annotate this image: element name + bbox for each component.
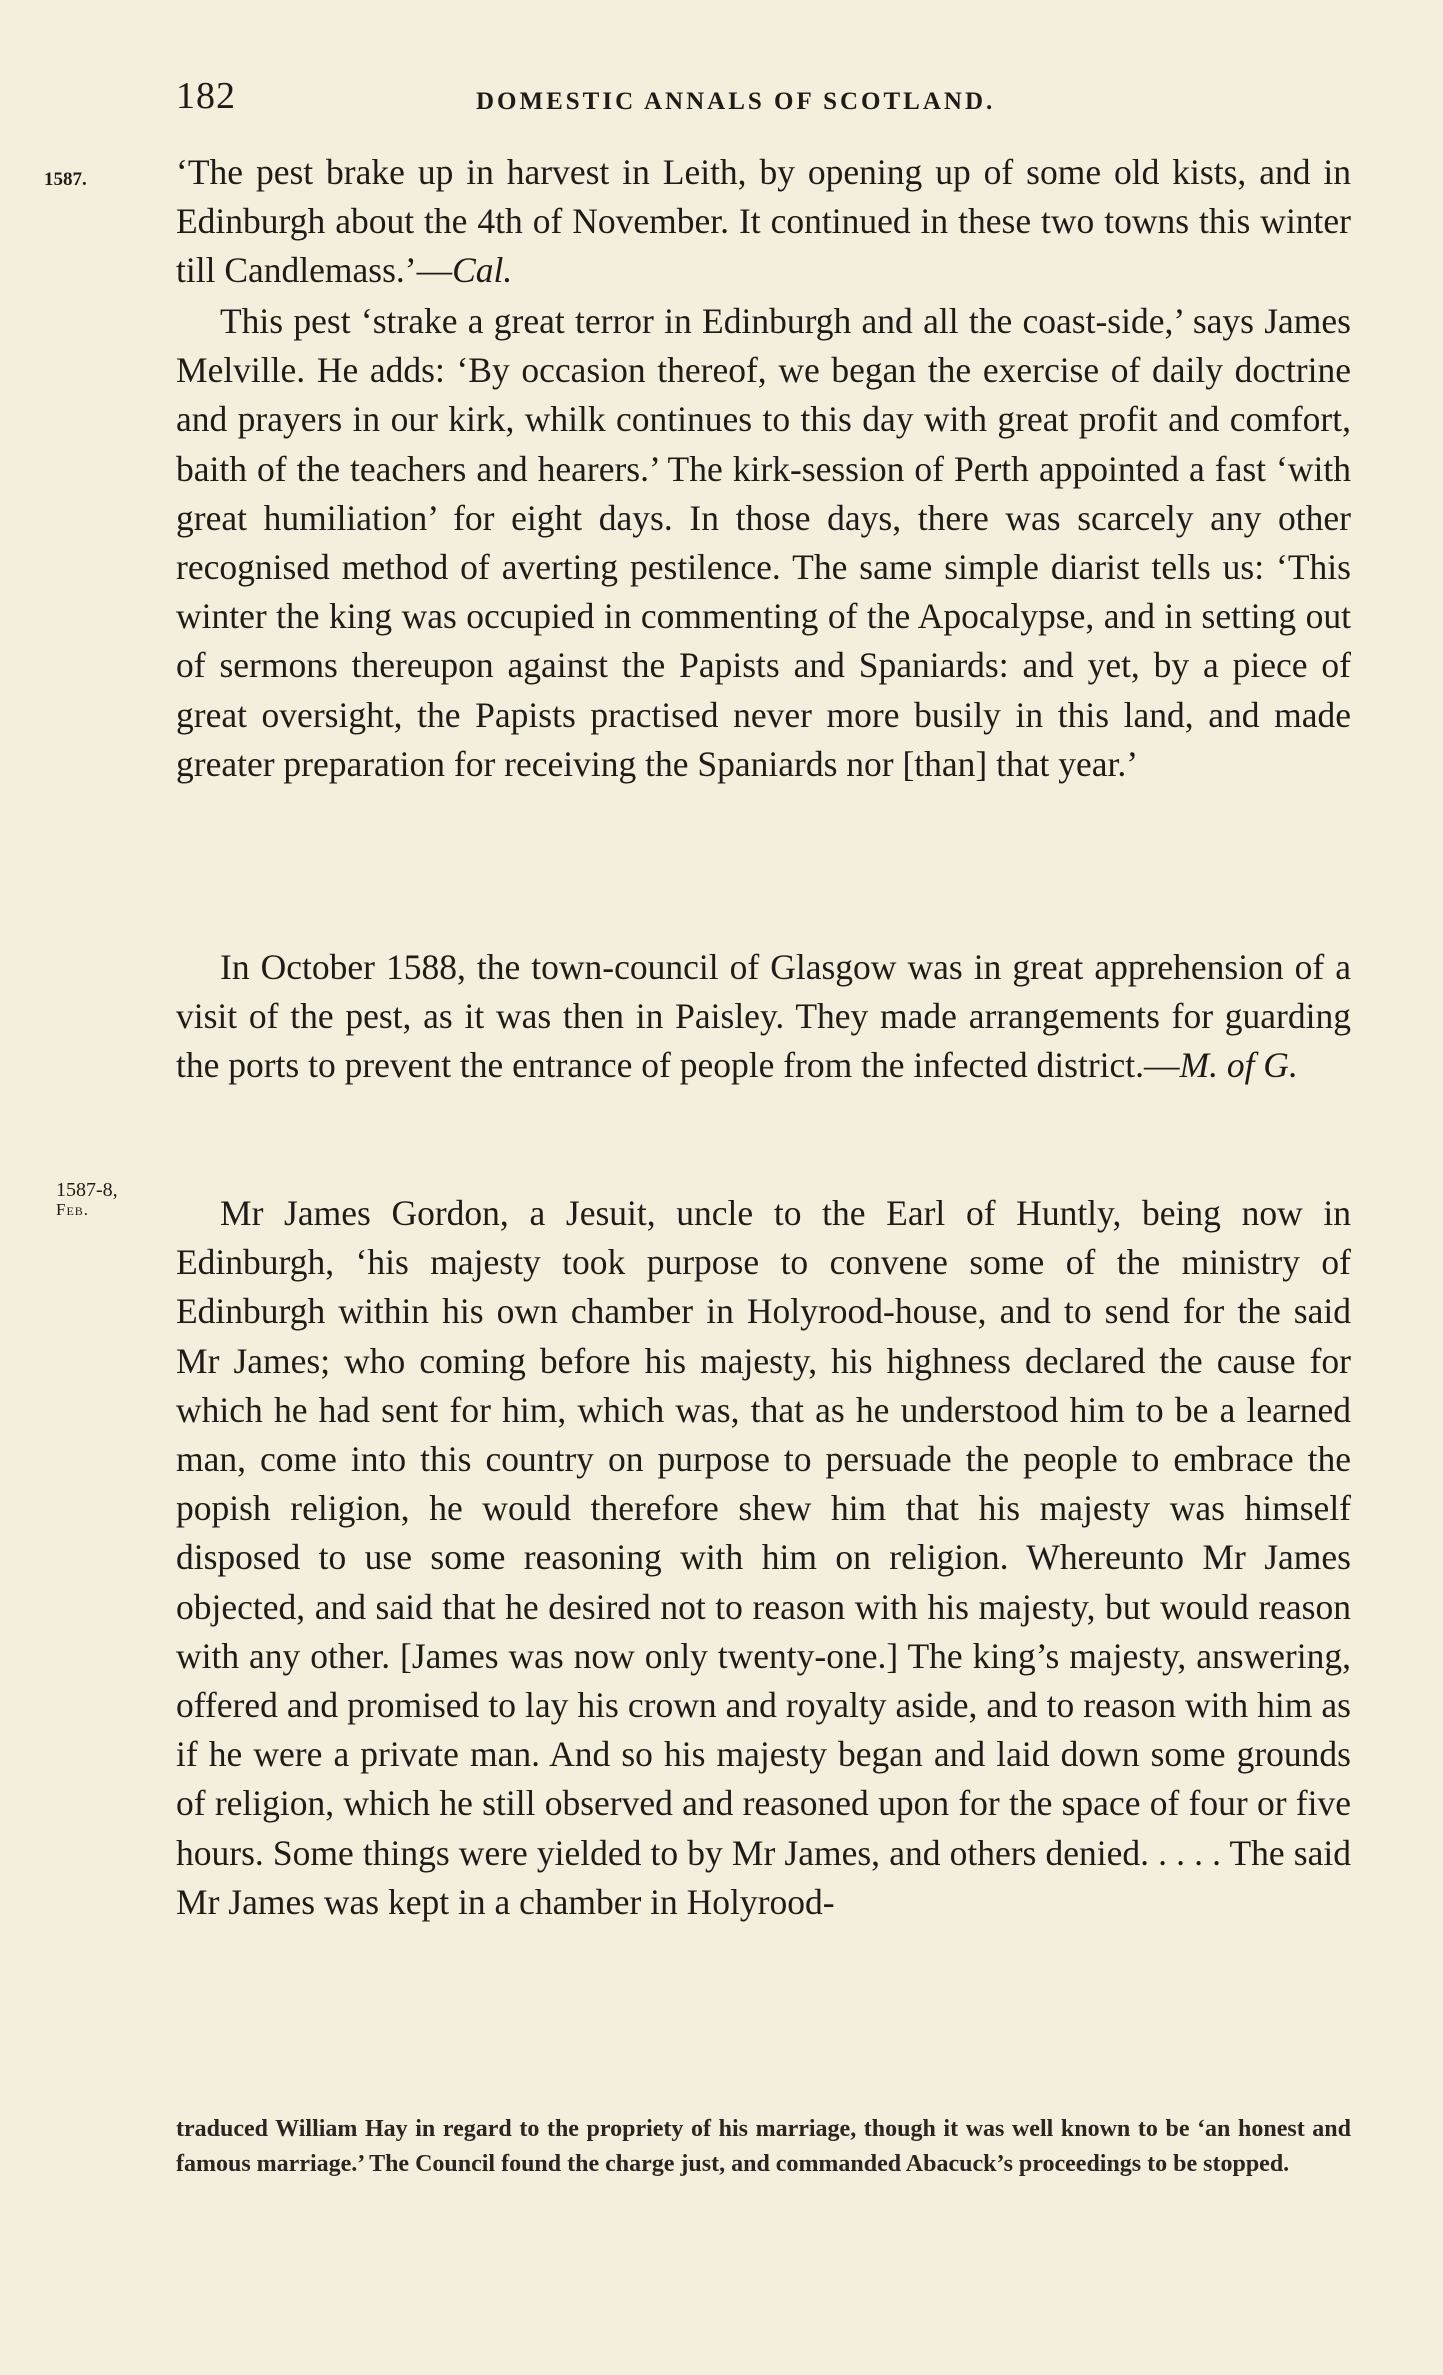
paragraph-text: In October 1588, the town-council of Glasgow was in great apprehension of a visit of the pest, as it was then in Paisley. They made arrangements for guarding the ports to prevent the entrance of people from the infected district.— [176, 947, 1351, 1086]
paragraph-melville [176, 297, 1351, 789]
source-citation: M. of G. [1179, 1045, 1298, 1086]
paragraph-pest-leith [176, 148, 1351, 296]
paragraph-james-gordon [176, 1189, 1351, 1927]
margin-date-year: 1587-8, [56, 1179, 118, 1201]
margin-date-month: Feb. [56, 1200, 90, 1219]
margin-date-1587-8-feb [56, 1180, 166, 1220]
footnote: traduced William Hay in regard to the propriety of his marriage, though it was well known to be ‘an honest and famous marriage.’ The Council found the charge just, and commanded Abacuck’s proceedings to be stopped. [176, 2116, 1351, 2177]
margin-date-1587: 1587. [44, 169, 87, 190]
source-citation: Cal. [452, 250, 513, 291]
paragraph-text: Mr James Gordon, a Jesuit, uncle to the Earl of Huntly, being now in Edinburgh, ‘his majesty took purpose to convene some of the ministry of Edinburgh within his own chamber in Holyrood-house, and to send for the said Mr James; who coming before his majesty, his highness declared the cause for which he had sent for him, which was, that as he understood him to be a learned man, come into this country on purpose to persuade the people to embrace the popish religion, he would therefore shew him that his majesty was himself disposed to use some reasoning with him on religion. Whereunto Mr James objected, and said that he desired not to reason with his majesty, but would reason with any other. [James was now only twenty-one.] The king’s majesty, answering, offered and promised to lay his crown and royalty aside, and to reason with him as if he were a private man. And so his majesty began and laid down some grounds of religion, which he still observed and reasoned upon for the space of four or five hours. Some things were yielded to by Mr James, and others denied. . . . . The said Mr James was kept in a chamber in Holyrood- [176, 1193, 1351, 1922]
paragraph-text: ‘The pest brake up in harvest in Leith, by opening up of some old kists, and in Edinburgh about the 4th of November. It continued in these two towns this winter till Candlemass.’— [176, 152, 1351, 291]
page-header [176, 74, 1351, 134]
page-number: 182 [176, 75, 236, 117]
paragraph-glasgow [176, 943, 1351, 1091]
paragraph-text: This pest ‘strake a great terror in Edinburgh and all the coast-side,’ says James Melville. He adds: ‘By occasion thereof, we began the exercise of daily doctrine and prayers in our kirk, whilk continues to this day with great profit and comfort, baith of the teachers and hearers.’ The kirk-session of Perth appointed a fast ‘with great humiliation’ for eight days. In those days, there was scarcely any other recognised method of averting pestilence. The same simple diarist tells us: ‘This winter the king was occupied in commenting of the Apocalypse, and in setting out of sermons thereupon against the Papists and Spaniards: and yet, by a piece of great oversight, the Papists practised never more busily in this land, and made greater preparation for receiving the Spaniards nor [than] that year.’ [176, 301, 1351, 784]
running-head: DOMESTIC ANNALS OF SCOTLAND. [476, 88, 996, 115]
